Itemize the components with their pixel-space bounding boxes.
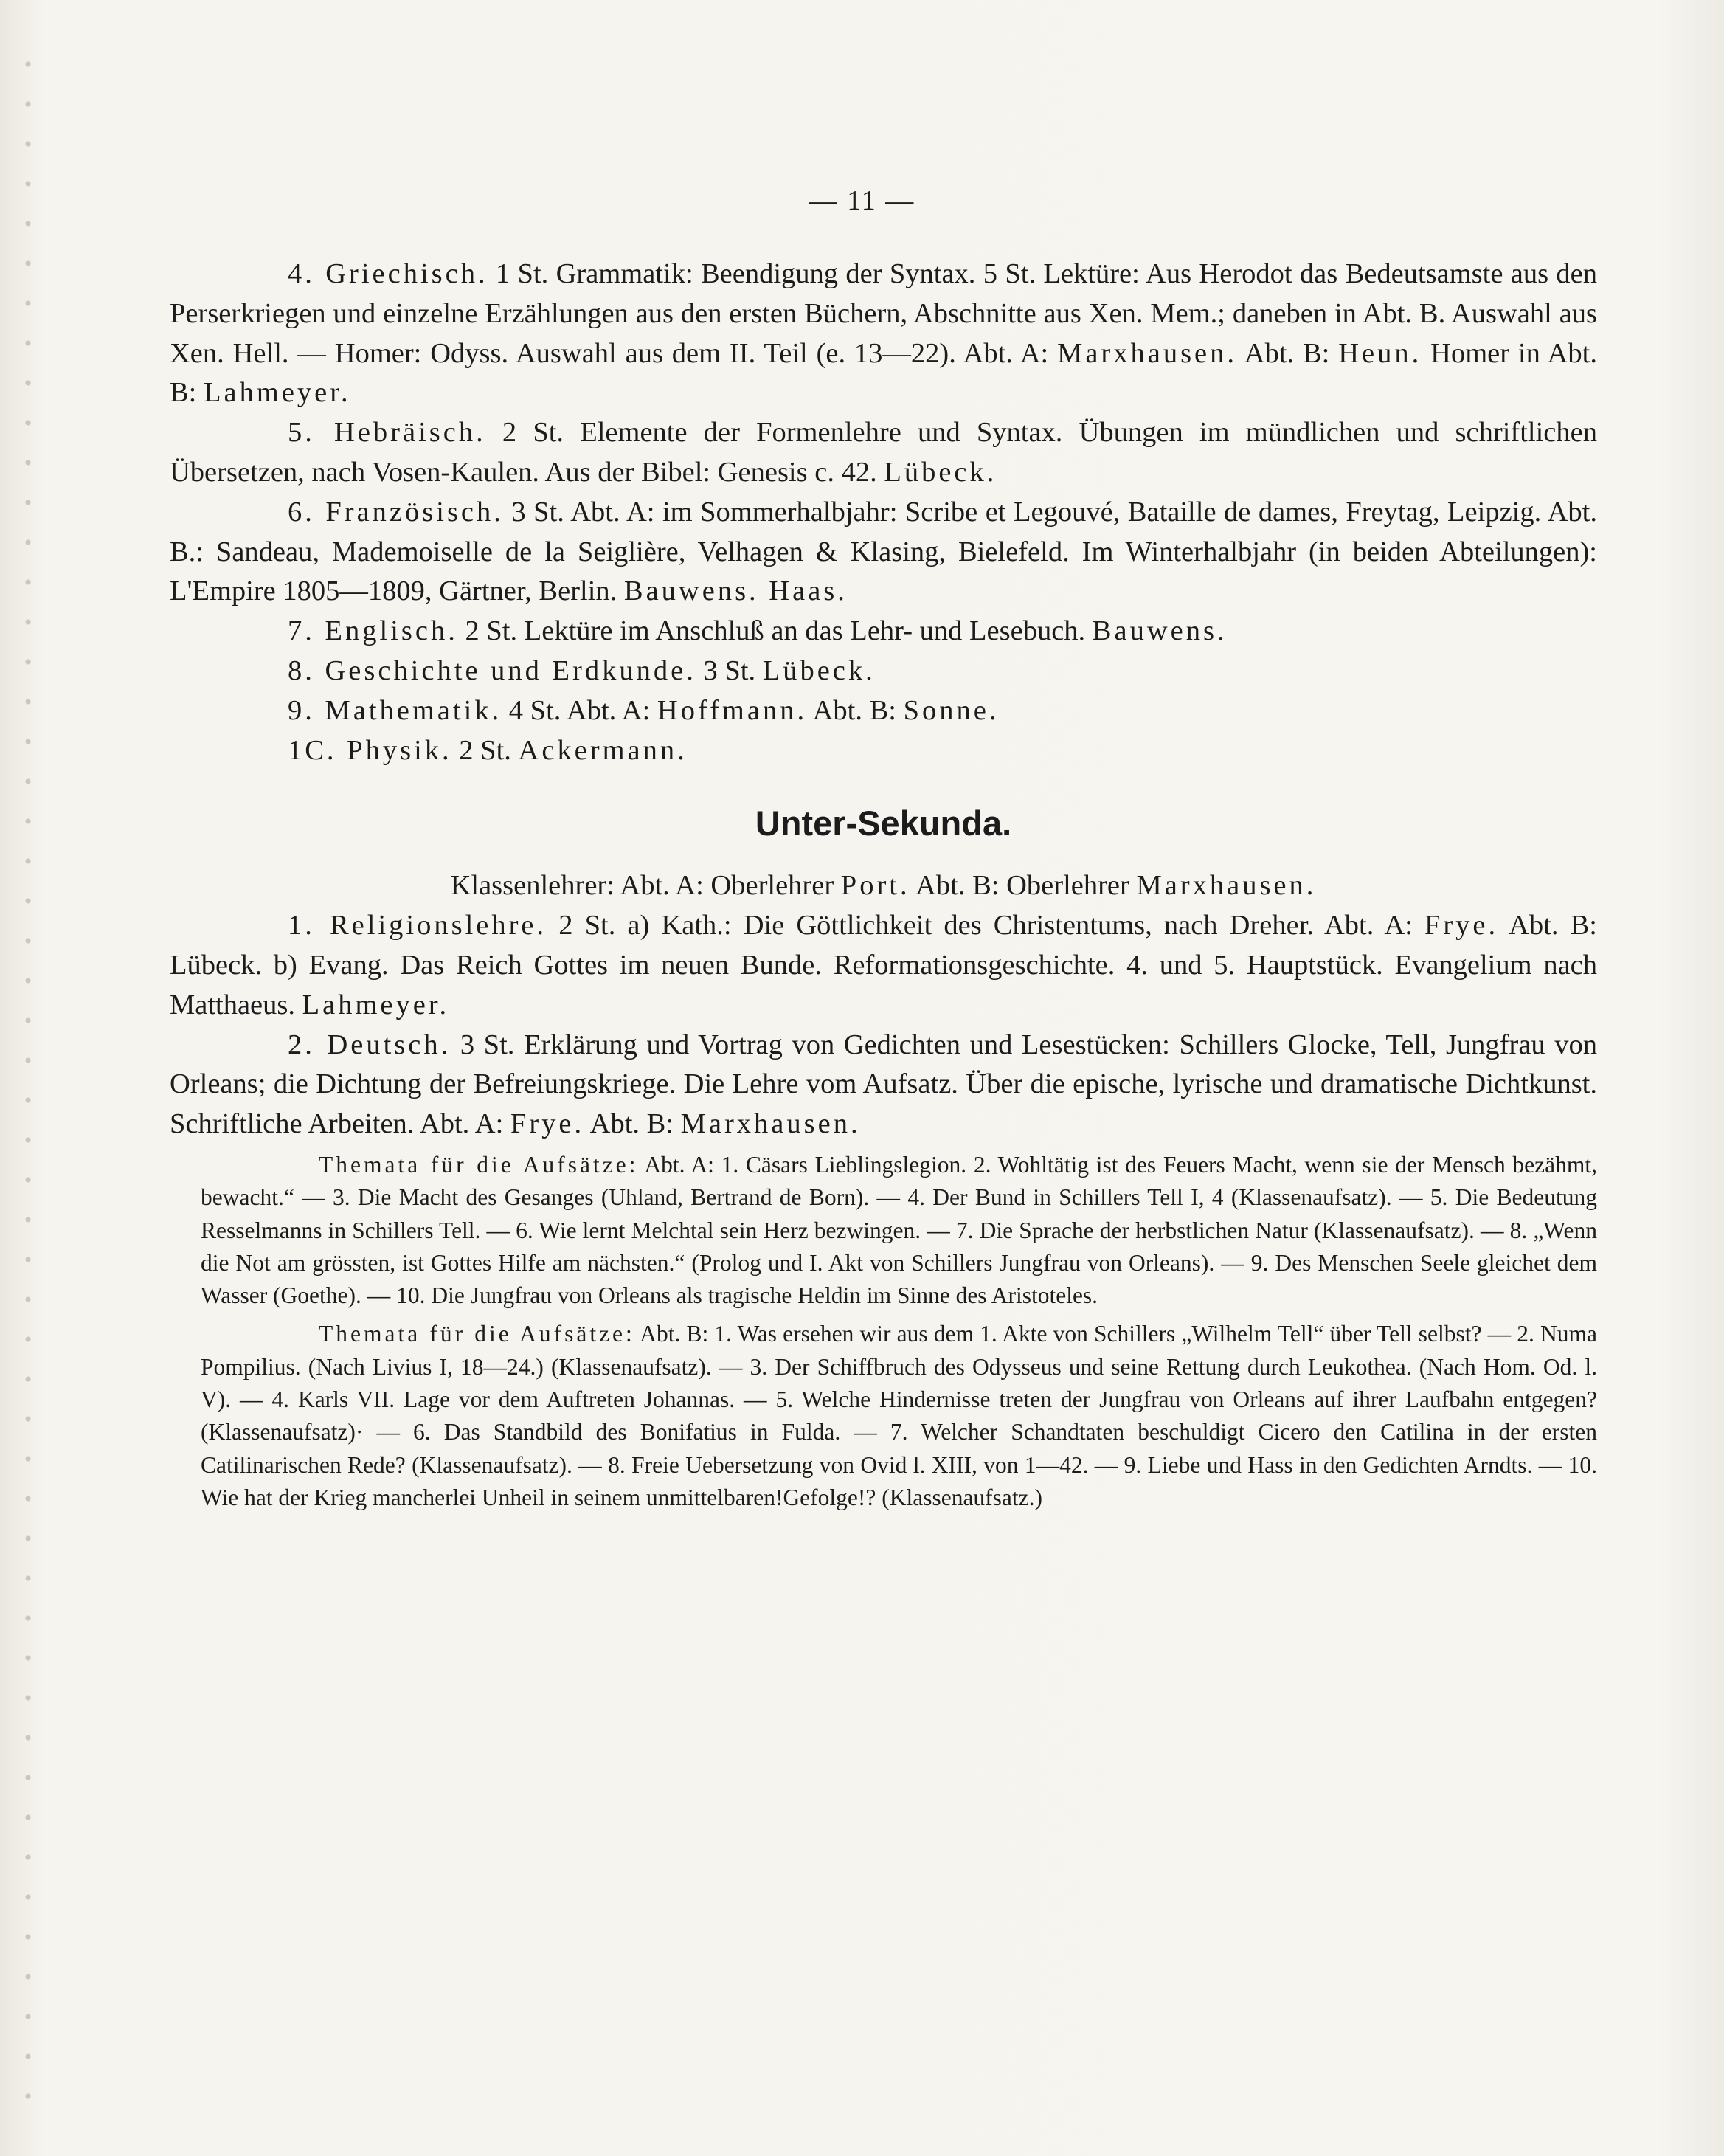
paragraph-text: 3 St. Erklärung und Vortrag von Gedichten und Lesestücken: Schillers Glocke, Tell, Jungfrau von Orleans; die Dichtung der Befreiungskriege. Die Lehre vom Aufsatz. Über die epische, lyrische und dramatische Dichtkunst. Schriftliche Arbeiten. Abt. A:	[170, 1029, 1597, 1140]
essay-topics-b	[170, 1318, 1597, 1514]
paragraph-mathematik	[170, 691, 1597, 731]
paragraph-text: 3 St. Abt. A: im Sommerhalbjahr: Scribe et Legouvé, Bataille de dames, Freytag, Leipzig. Abt. B.: Sandeau, Mademoiselle de la Seiglière, Velhagen & Klasing, Bielefeld. Im Winterhalbjahr (in beiden Abteilungen): L'Empire 1805—1809, Gärtner, Berlin.	[170, 496, 1597, 607]
paragraph-text: Abt. B:	[1237, 337, 1339, 369]
paragraph-englisch	[170, 612, 1597, 652]
paragraph-griechisch	[170, 255, 1597, 413]
subject-heading: 4. Griechisch.	[288, 258, 488, 289]
subject-heading: 8. Geschichte und Erdkunde.	[288, 654, 696, 686]
subject-heading: 1. Religionslehre.	[288, 910, 547, 941]
section-heading: Unter-Sekunda.	[755, 804, 1012, 843]
teacher-name: Port.	[840, 870, 910, 902]
teacher-name: Bauwens. Haas.	[623, 576, 848, 607]
document-body	[170, 255, 1597, 1514]
paragraph-deutsch	[170, 1026, 1597, 1144]
teacher-name: Heun.	[1338, 337, 1422, 369]
subject-heading: 9. Mathematik.	[288, 694, 502, 726]
teacher-name: Marxhausen.	[680, 1108, 861, 1140]
paragraph-religion	[170, 906, 1597, 1025]
teacher-name: Frye.	[510, 1108, 585, 1140]
paragraph-text: Abt. B:	[807, 694, 904, 726]
page-number: — 11 —	[809, 185, 915, 216]
paragraph-franzoesisch	[170, 493, 1597, 612]
essay-topics-text: Abt. B: 1. Was ersehen wir aus dem 1. Akte von Schillers „Wilhelm Tell“ über Tell selbst? — 2. Numa Pompilius. (Nach Livius I, 18—24.) (Klassenaufsatz). — 3. Der Schiffbruch des Odysseus und seine Rettung durch Leukothea. (Nach Hom. Od. l. V). — 4. Karls VII. Lage vor dem Auftreten Johannas. — 5. Welche Hindernisse treten der Jungfrau von Orleans auf ihrer Laufbahn entgegen? (Klassenaufsatz)· — 6. Das Standbild des Bonifatius in Fulda. — 7. Welcher Schandtaten beschuldigt Cicero den Catilina in der ersten Catilinarischen Rede? (Klassenaufsatz). — 8. Freie Uebersetzung von Ovid l. XIII, von 1—42. — 9. Liebe und Hass in den Gedichten Arndts. — 10. Wie hat der Krieg mancherlei Unheil in seinem unmittelbaren!Gefolge!? (Klassenaufsatz.)	[201, 1321, 1597, 1510]
paragraph-text: Abt. B: Lübeck. b) Evang. Das Reich Gottes im neuen Bunde. Reformationsgeschichte. 4. und 5. Hauptstück. Evangelium nach Matthaeus.	[170, 910, 1597, 1020]
paragraph-text: 2 St. a) Kath.: Die Göttlichkeit des Christentums, nach Dreher. Abt. A:	[547, 910, 1424, 941]
subject-heading: 7. Englisch.	[288, 615, 458, 647]
teacher-name: Ackermann.	[518, 734, 688, 766]
teacher-name: Lahmeyer.	[302, 989, 450, 1020]
subject-heading: 1C. Physik.	[288, 734, 452, 766]
paragraph-text: 2 St. Elemente der Formenlehre und Syntax. Übungen im mündlichen und schriftlichen Übersetzen, nach Vosen-Kaulen. Aus der Bibel: Genesis c. 42.	[170, 417, 1597, 488]
essay-topics-heading: Themata für die Aufsätze:	[319, 1321, 635, 1347]
paragraph-text: Homer in Abt. B:	[170, 337, 1597, 409]
teacher-text: Abt. B: Oberlehrer	[910, 870, 1137, 902]
teacher-name: Marxhausen.	[1057, 337, 1238, 369]
teacher-name: Frye.	[1424, 910, 1499, 941]
subject-heading: 6. Französisch.	[288, 496, 504, 528]
teacher-name: Marxhausen.	[1136, 870, 1317, 902]
teacher-name: Lahmeyer.	[204, 377, 351, 409]
paragraph-physik	[170, 731, 1597, 771]
subject-heading: 5. Hebräisch.	[288, 417, 486, 449]
essay-topics-a	[170, 1149, 1597, 1312]
paragraph-text: 2 St. Lektüre im Anschluß an das Lehr- und Lesebuch.	[457, 615, 1093, 647]
teacher-text: Klassenlehrer: Abt. A: Oberlehrer	[450, 870, 841, 902]
paragraph-geschichte	[170, 652, 1597, 691]
page-edge-marks	[13, 44, 43, 2110]
paragraph-text: 3 St.	[696, 654, 763, 686]
essay-topics-heading: Themata für die Aufsätze:	[319, 1151, 639, 1178]
teacher-name: Lübeck.	[762, 654, 876, 686]
teacher-name: Lübeck.	[884, 456, 997, 488]
class-teacher-line	[170, 866, 1597, 906]
paragraph-text: 2 St.	[451, 734, 519, 766]
paragraph-text: 4 St. Abt. A:	[502, 694, 657, 726]
paragraph-hebraeisch	[170, 413, 1597, 493]
subject-heading: 2. Deutsch.	[288, 1029, 451, 1060]
paragraph-text: Abt. B:	[584, 1108, 681, 1140]
teacher-name: Sonne.	[903, 694, 1000, 726]
teacher-name: Bauwens.	[1092, 615, 1228, 647]
teacher-name: Hoffmann.	[657, 694, 808, 726]
essay-topics-text: Abt. A: 1. Cäsars Lieblingslegion. 2. Wohltätig ist des Feuers Macht, wenn sie der Mensch bezähmt, bewacht.“ — 3. Die Macht des Gesanges (Uhland, Bertrand de Born). — 4. Der Bund in Schillers Tell I, 4 (Klassenaufsatz). — 5. Die Bedeutung Resselmanns in Schillers Tell. — 6. Wie lernt Melchtal sein Herz bezwingen. — 7. Die Sprache der herbstlichen Natur (Klassenaufsatz). — 8. „Wenn die Not am grössten, ist Gottes Hilfe am nächsten.“ (Prolog und I. Akt von Schillers Jungfrau von Orleans). — 9. Des Menschen Seele gleichet dem Wasser (Goethe). — 10. Die Jungfrau von Orleans als tragische Heldin im Sinne des Aristoteles.	[201, 1151, 1597, 1309]
paragraph-text: 1 St. Grammatik: Beendigung der Syntax. 5 St. Lektüre: Aus Herodot das Bedeutsamste aus den Perserkriegen und einzelne Erzählungen aus den ersten Büchern, Abschnitte aus Xen. Mem.; daneben in Abt. B. Auswahl aus Xen. Hell. — Homer: Odyss. Auswahl aus dem II. Teil (e. 13—22). Abt. A:	[170, 258, 1598, 369]
